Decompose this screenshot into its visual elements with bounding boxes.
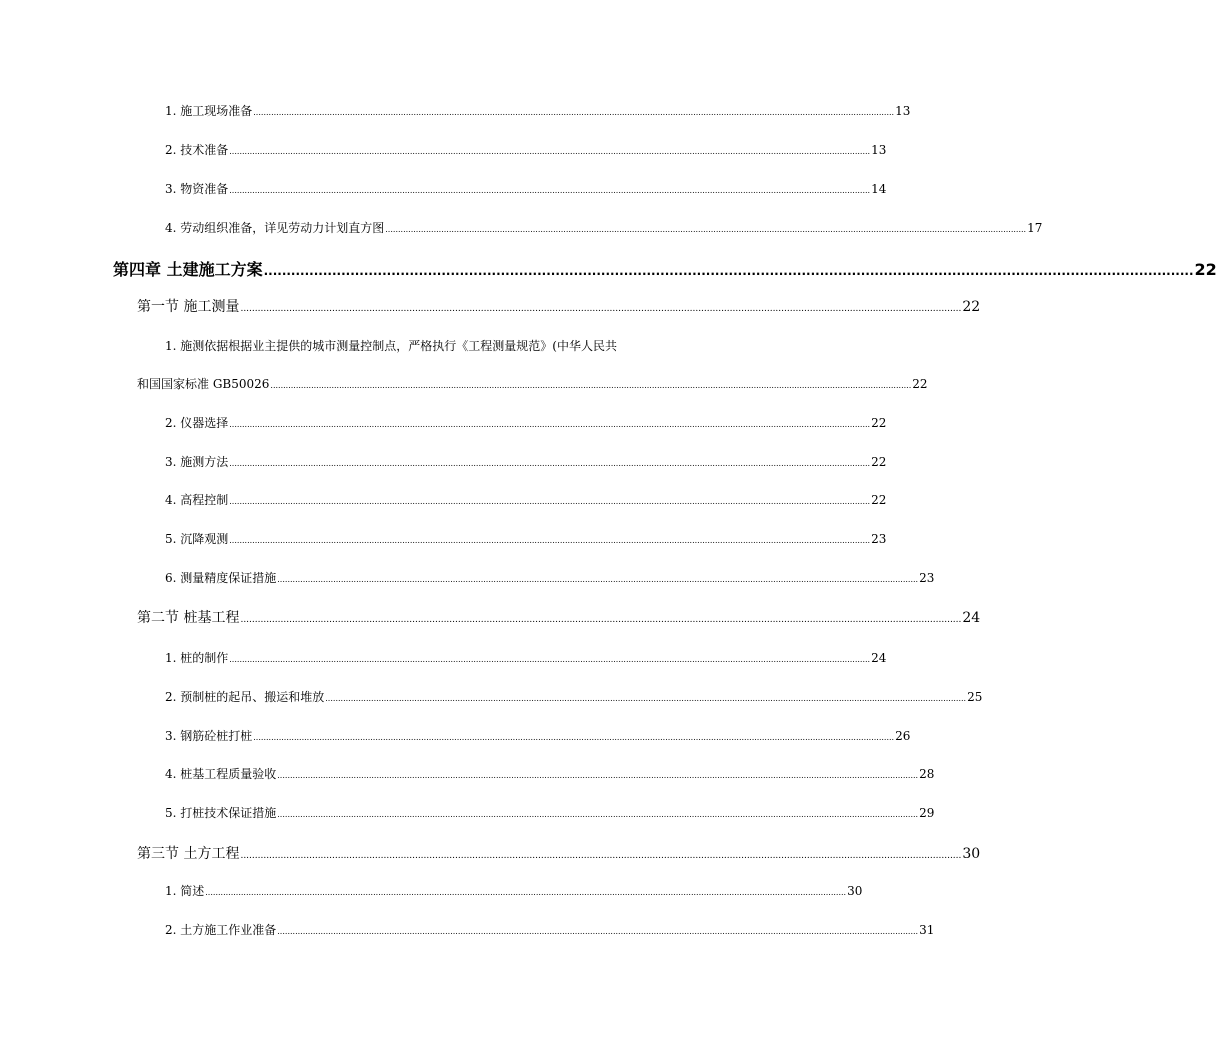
- toc-leader-dots: ............................................................................................................................................................................................................................................................: [240, 851, 962, 861]
- toc-section-entry[interactable]: [137, 296, 981, 316]
- toc-leader-dots: ............................................................................................................................................................................................................................................................: [229, 655, 871, 664]
- toc-leader-dots: ............................................................................................................................................................................................................................................................: [253, 733, 895, 742]
- toc-entry-label: 4. 劳动组织准备，详见劳动力计划直方图: [165, 221, 385, 235]
- toc-section-page: 24: [962, 610, 981, 626]
- toc-entry-page: 30: [847, 884, 863, 898]
- toc-entry-page: 22: [871, 455, 887, 469]
- toc-entry[interactable]: [165, 569, 935, 586]
- toc-entry-label: 1. 简述: [165, 884, 205, 898]
- toc-entry-label: 2. 仪器选择: [165, 416, 229, 430]
- toc-entry-label: 1. 施工现场准备: [165, 104, 253, 118]
- toc-entry-label: 2. 预制桩的起吊、搬运和堆放: [165, 690, 325, 704]
- toc-leader-dots: ............................................................................................................................................................................................................................................................: [253, 108, 895, 117]
- toc-entry-page: 28: [919, 767, 935, 781]
- toc-leader-dots: ............................................................................................................................................................................................................................................................: [277, 771, 919, 780]
- toc-leader-dots: ............................................................................................................................................................................................................................................................: [229, 497, 871, 506]
- toc-entry[interactable]: [165, 882, 863, 899]
- toc-entry-label: 2. 技术准备: [165, 143, 229, 157]
- toc-section-label: 第二节 桩基工程: [137, 610, 240, 626]
- toc-entry-page: 31: [919, 923, 935, 937]
- toc-section-entry[interactable]: [137, 843, 981, 863]
- toc-chapter-label: 第四章 土建施工方案: [113, 260, 263, 279]
- toc-entry[interactable]: [165, 727, 911, 744]
- toc-leader-dots: ............................................................................................................................................................................................................................................................: [240, 615, 962, 625]
- toc-entry[interactable]: [165, 141, 887, 158]
- toc-leader-dots: ............................................................................................................................................................................................................................................................: [205, 888, 847, 897]
- toc-entry[interactable]: [165, 180, 887, 197]
- toc-entry-page: 17: [1027, 221, 1043, 235]
- toc-section-label: 第一节 施工测量: [137, 299, 240, 315]
- toc-entry-label: 4. 桩基工程质量验收: [165, 767, 277, 781]
- toc-entry-page: 22: [871, 493, 887, 507]
- toc-leader-dots: ............................................................................................................................................................................................................................................................: [270, 381, 912, 390]
- toc-leader-dots: ............................................................................................................................................................................................................................................................: [277, 927, 919, 936]
- toc-leader-dots: ............................................................................................................................................................................................................................................................: [277, 810, 919, 819]
- toc-entry-label: 5. 打桩技术保证措施: [165, 806, 277, 820]
- toc-entry[interactable]: [165, 649, 887, 666]
- toc-section-entry[interactable]: [137, 607, 981, 627]
- toc-entry-label: 4. 高程控制: [165, 493, 229, 507]
- toc-entry-label: 和国国家标准 GB50026: [137, 377, 270, 391]
- toc-entry-page: 25: [967, 690, 983, 704]
- toc-entry-label: 1. 施测依据根据业主提供的城市测量控制点，严格执行《工程测量规范》(中华人民共: [165, 339, 617, 353]
- toc-entry[interactable]: [165, 688, 983, 705]
- toc-section-page: 30: [962, 846, 981, 862]
- toc-entry[interactable]: [165, 414, 887, 431]
- toc-chapter-entry[interactable]: [113, 257, 1217, 280]
- toc-entry-page: 26: [895, 729, 911, 743]
- toc-entry-page: 23: [919, 571, 935, 585]
- toc-entry-label: 3. 钢筋砼桩打桩: [165, 729, 253, 743]
- toc-entry-page: 24: [871, 651, 887, 665]
- toc-leader-dots: ............................................................................................................................................................................................................................................................: [229, 536, 871, 545]
- toc-entry-page: 14: [871, 182, 887, 196]
- toc-entry-page: 13: [871, 143, 887, 157]
- toc-leader-dots: ............................................................................................................................................................................................................................................................: [325, 694, 967, 703]
- toc-leader-dots: ............................................................................................................................................................................................................................................................: [385, 225, 1027, 234]
- toc-entry-page: 22: [912, 377, 928, 391]
- toc-section-page: 22: [962, 299, 981, 315]
- toc-entry-label: 3. 施测方法: [165, 455, 229, 469]
- toc-entry-wrapped-second-line[interactable]: [137, 375, 928, 392]
- toc-entry-label: 6. 测量精度保证措施: [165, 571, 277, 585]
- toc-entry[interactable]: [165, 219, 1043, 236]
- toc-leader-dots: ............................................................................................................................................................................................................................................................: [229, 186, 871, 195]
- toc-entry[interactable]: [165, 765, 935, 782]
- toc-leader-dots: ............................................................................................................................................................................................................: [263, 264, 1194, 278]
- toc-entry-label: 5. 沉降观测: [165, 532, 229, 546]
- toc-leader-dots: ............................................................................................................................................................................................................................................................: [240, 304, 962, 314]
- toc-entry-page: 23: [871, 532, 887, 546]
- toc-entry[interactable]: [165, 804, 935, 821]
- toc-entry[interactable]: [165, 921, 935, 938]
- toc-entry-page: 29: [919, 806, 935, 820]
- toc-leader-dots: ............................................................................................................................................................................................................................................................: [229, 420, 871, 429]
- toc-entry-page: 13: [895, 104, 911, 118]
- toc-entry-label: 1. 桩的制作: [165, 651, 229, 665]
- toc-section-label: 第三节 土方工程: [137, 846, 240, 862]
- toc-entry-label: 2. 土方施工作业准备: [165, 923, 277, 937]
- toc-leader-dots: ............................................................................................................................................................................................................................................................: [229, 147, 871, 156]
- toc-entry[interactable]: [165, 453, 887, 470]
- toc-entry-label: 3. 物资准备: [165, 182, 229, 196]
- toc-entry-page: 22: [871, 416, 887, 430]
- toc-entry[interactable]: [165, 102, 911, 119]
- toc-entry[interactable]: [165, 530, 887, 547]
- toc-leader-dots: ............................................................................................................................................................................................................................................................: [277, 575, 919, 584]
- toc-leader-dots: ............................................................................................................................................................................................................................................................: [229, 459, 871, 468]
- toc-entry[interactable]: [165, 491, 887, 508]
- toc-chapter-page: 22: [1194, 260, 1217, 279]
- toc-entry-wrapped-first-line[interactable]: [165, 337, 655, 354]
